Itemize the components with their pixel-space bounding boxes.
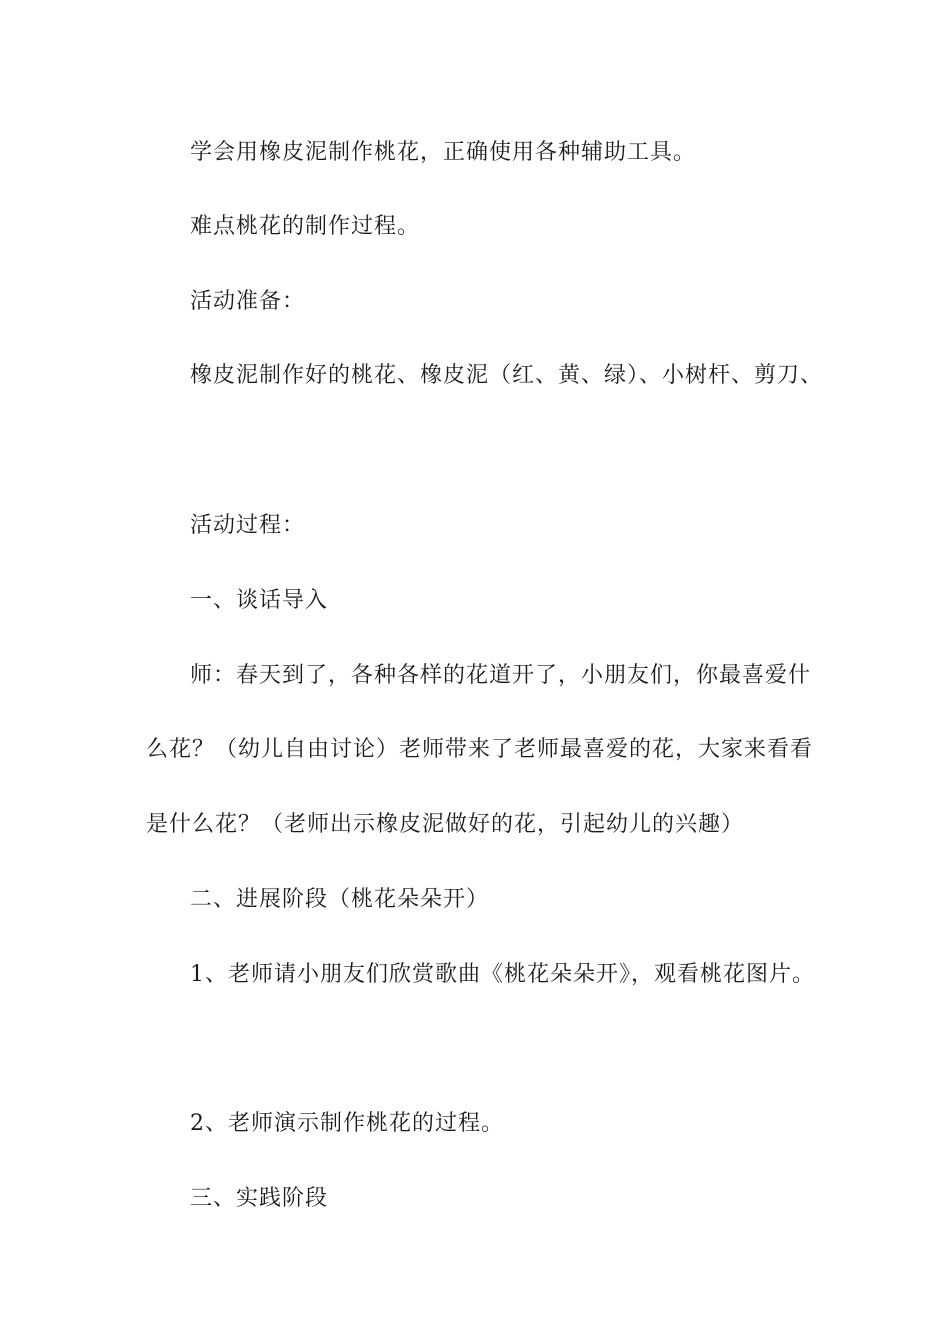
section-three-title: 三、实践阶段 (190, 1186, 329, 1211)
section-two-title: 二、进展阶段（桃花朵朵开） (190, 887, 490, 912)
heading-preparation: 活动准备： (190, 289, 306, 314)
paragraph-goal: 学会用橡皮泥制作桃花，正确使用各种辅助工具。 (190, 140, 697, 165)
heading-process: 活动过程： (190, 513, 306, 538)
step-two: 2、老师演示制作桃花的过程。 (190, 1111, 504, 1136)
step-one: 1、老师请小朋友们欣赏歌曲《桃花朵朵开》，观看桃花图片。 (190, 962, 815, 987)
paragraph-materials: 橡皮泥制作好的桃花、橡皮泥（红、黄、绿）、小树杆、剪刀、 (190, 363, 824, 388)
section-one-title: 一、谈话导入 (190, 588, 329, 613)
paragraph-teacher-line-1: 师：春天到了，各种各样的花道开了，小朋友们，你最喜爱什 (190, 663, 812, 688)
paragraph-teacher-line-3: 是什么花？（老师出示橡皮泥做好的花，引起幼儿的兴趣） (146, 812, 745, 837)
paragraph-teacher-line-2: 么花？（幼儿自由讨论）老师带来了老师最喜爱的花，大家来看看 (146, 737, 814, 762)
paragraph-difficulty: 难点桃花的制作过程。 (190, 214, 421, 239)
